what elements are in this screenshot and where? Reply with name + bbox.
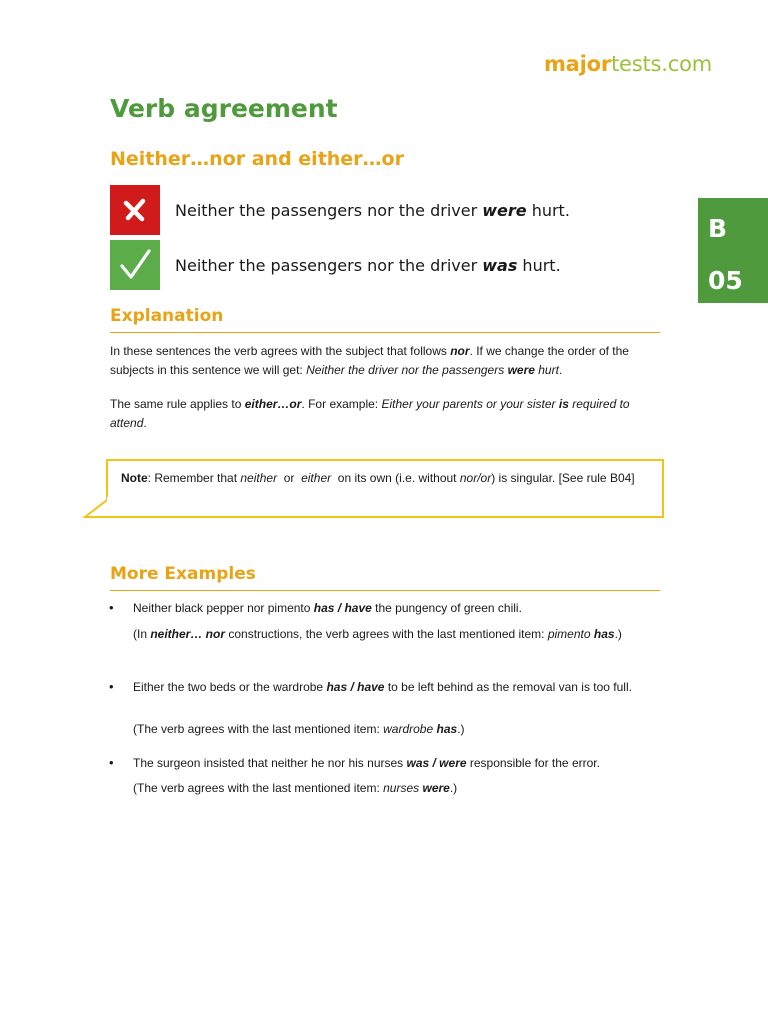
example-item-3-explanation <box>133 780 661 797</box>
logo-part-major: major <box>543 52 611 76</box>
text-italic: neither <box>240 471 278 485</box>
example-item-3 <box>133 755 661 772</box>
text-italic: wardrobe <box>383 722 437 736</box>
text: responsible for the error. <box>466 756 600 770</box>
example-item-2-explanation <box>133 721 661 738</box>
text-emphasis: neither… nor <box>150 627 226 641</box>
text-emphasis: were <box>507 363 535 377</box>
wrong-example-badge <box>110 185 160 235</box>
text-emphasis: has <box>436 722 458 736</box>
bullet-icon: • <box>109 600 114 615</box>
example-item-1 <box>133 600 661 617</box>
text-emphasis: either…or <box>244 397 302 411</box>
sentence-text: Neither the passengers nor the driver <box>175 255 483 275</box>
example-item-2 <box>133 679 661 696</box>
sentence-text: hurt. <box>517 255 561 275</box>
text-emphasis: has <box>593 627 615 641</box>
cross-icon <box>122 197 148 223</box>
text: Neither black pepper nor pimento <box>133 601 314 615</box>
bullet-icon: • <box>109 679 114 694</box>
note-label: Note <box>121 471 148 485</box>
text: to be left behind as the removal van is too full. <box>384 680 632 694</box>
text: .) <box>614 627 622 641</box>
sentence-text: Neither the passengers nor the driver <box>175 200 483 220</box>
more-examples-heading: More Examples <box>110 564 660 591</box>
note-callout-box <box>106 459 664 518</box>
site-logo <box>544 52 712 76</box>
explanation-paragraph-2 <box>110 395 662 433</box>
text: constructions, the verb agrees with the last mentioned item: <box>225 627 548 641</box>
text: In these sentences the verb agrees with the subject that follows <box>110 344 451 358</box>
text-italic: nurses <box>383 781 423 795</box>
text: . <box>558 363 563 377</box>
text-italic: Either your parents or your sister <box>381 397 559 411</box>
text-emphasis: nor <box>450 344 470 358</box>
text: on its own (i.e. without <box>331 471 460 485</box>
sentence-verb: were <box>482 200 527 220</box>
text: .) <box>449 781 458 795</box>
text: Either the two beds or the wardrobe <box>133 680 327 694</box>
sentence-text: hurt. <box>526 200 570 220</box>
explanation-heading: Explanation <box>110 306 660 333</box>
wrong-example-row <box>110 185 570 235</box>
text-emphasis: has / have <box>313 601 372 615</box>
text-italic: pimento <box>547 627 594 641</box>
text: : Remember that <box>147 471 241 485</box>
callout-tail-icon <box>82 494 110 520</box>
section-tab <box>698 198 768 303</box>
right-example-row <box>110 240 561 290</box>
text: (In <box>133 627 151 641</box>
check-icon <box>117 247 153 283</box>
text: the pungency of green chili. <box>371 601 522 615</box>
explanation-paragraph-1 <box>110 342 662 380</box>
text: (The verb agrees with the last mentioned item: <box>133 781 384 795</box>
note-text <box>121 469 641 487</box>
right-example-badge <box>110 240 160 290</box>
text: . <box>143 416 147 430</box>
example-item-1-explanation <box>133 626 661 643</box>
text: . For example: <box>301 397 382 411</box>
page-subtitle: Neither…nor and either…or <box>110 148 404 170</box>
section-number: 05 <box>708 266 743 295</box>
text: ) is singular. [See rule B04] <box>491 471 635 485</box>
text: or <box>277 471 302 485</box>
logo-part-tests: tests.com <box>611 52 712 76</box>
text-italic: hurt <box>534 363 559 377</box>
text: . If we change the order of the subjects in this sentence we will get: <box>110 344 629 377</box>
text: The same rule applies to <box>110 397 245 411</box>
page-title: Verb agreement <box>110 94 338 123</box>
right-example-sentence <box>175 256 561 275</box>
sentence-verb: was <box>482 255 518 275</box>
wrong-example-sentence <box>175 201 570 220</box>
text-emphasis: was / were <box>406 756 467 770</box>
text-emphasis: were <box>422 781 450 795</box>
text-emphasis: is <box>558 397 569 411</box>
text: (The verb agrees with the last mentioned item: <box>133 722 384 736</box>
text: The surgeon insisted that neither he nor his nurses <box>133 756 407 770</box>
bullet-icon: • <box>109 755 114 770</box>
text: .) <box>457 722 465 736</box>
text-italic: nor/or <box>459 471 492 485</box>
text-emphasis: has / have <box>326 680 385 694</box>
section-letter: B <box>708 214 728 243</box>
text-italic: either <box>301 471 332 485</box>
text-italic: required to attend <box>110 397 630 430</box>
text-italic: Neither the driver nor the passengers <box>306 363 508 377</box>
